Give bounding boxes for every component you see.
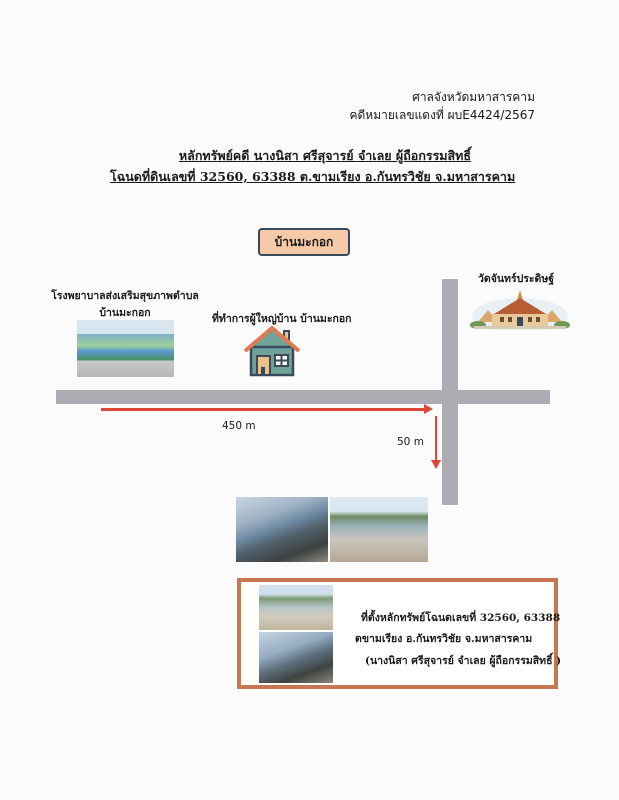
distance-vertical: 50 m <box>397 436 424 448</box>
route-arrow-vertical <box>435 416 437 460</box>
box-photo-building <box>259 632 333 683</box>
arrow-right-icon <box>424 404 433 414</box>
case-number: คดีหมายเลขแดงที่ ผบE4424/2567 <box>349 108 535 122</box>
hospital-photo <box>77 320 174 377</box>
route-arrow-horizontal <box>101 408 424 411</box>
site-photo-land <box>330 497 428 562</box>
property-owner-line: (นางนิสา ศรีสุจารย์ จำเลย ผู้ถือกรรมสิทธิ์ ) <box>365 655 562 667</box>
distance-horizontal: 450 m <box>222 420 256 432</box>
site-photo-building <box>236 497 328 562</box>
hospital-label-line1: โรงพยาบาลส่งเสริมสุขภาพตำบล <box>51 290 199 302</box>
temple-icon <box>470 288 570 330</box>
property-location-line: ที่ตั้งหลักทรัพย์โฉนดเลขที่ 32560, 63388 <box>361 612 561 624</box>
court-name: ศาลจังหวัดมหาสารคาม <box>412 90 535 104</box>
road-horizontal <box>56 390 550 404</box>
arrow-down-icon <box>431 460 441 469</box>
village-label-text: บ้านมะกอก <box>274 234 334 249</box>
village-label <box>258 228 350 256</box>
document-title: หลักทรัพย์คดี นางนิสา ศรีสุจารย์ จำเลย ผู้ถือกรรมสิทธิ์ <box>178 148 472 163</box>
box-photo-land <box>259 585 333 630</box>
deed-title: โฉนดที่ดินเลขที่ 32560, 63388 ต.ขามเรียง อ.กันทรวิชัย จ.มหาสารคาม <box>110 169 516 184</box>
temple-label: วัดจันทร์ประดิษฐ์ <box>478 273 555 285</box>
hospital-label <box>40 288 210 322</box>
hospital-label-line2: บ้านมะกอก <box>99 307 151 319</box>
headman-office-label: ที่ทำการผู้ใหญ่บ้าน บ้านมะกอก <box>212 313 352 325</box>
property-address-line: ตขามเรียง อ.กันทรวิชัย จ.มหาสารคาม <box>355 633 533 645</box>
house-icon <box>243 325 301 377</box>
